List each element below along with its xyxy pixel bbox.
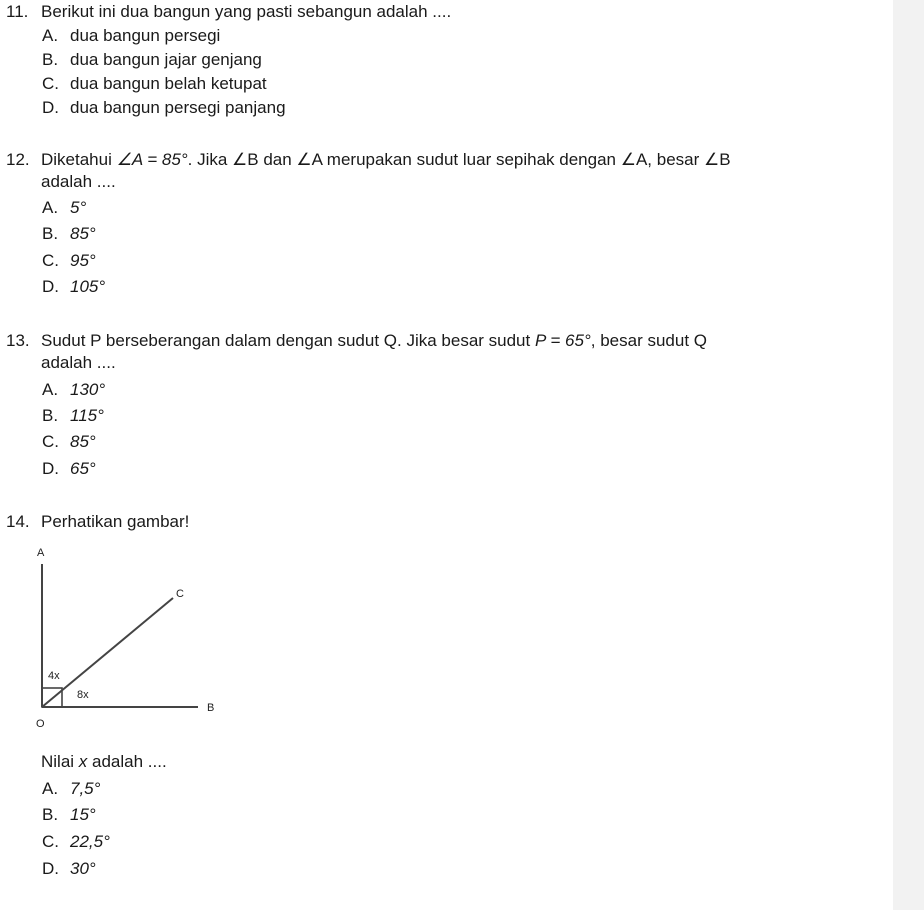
angle-label-4x: 4x [48, 670, 60, 682]
option-text: 130° [70, 380, 106, 399]
option-letter: B. [42, 406, 59, 425]
question-stem: Berikut ini dua bangun yang pasti sebangun adalah .... [41, 2, 452, 21]
option-text: 5° [70, 198, 87, 217]
option-letter: A. [42, 26, 59, 45]
option-letter: C. [42, 251, 59, 270]
option-letter: D. [42, 277, 59, 296]
question-prompt [41, 752, 167, 772]
option-text: 22,5° [70, 832, 110, 851]
option-letter: B. [42, 224, 59, 243]
option-text: 105° [70, 277, 106, 296]
option-text: 65° [70, 459, 96, 478]
option-letter: D. [42, 98, 59, 117]
question-stem-line2: adalah .... [41, 172, 116, 191]
stem-text: Sudut P berseberangan dalam dengan sudut Q. Jika besar sudut [41, 331, 535, 350]
option-letter: D. [42, 859, 59, 878]
option-text: 115° [70, 406, 104, 425]
option-text: 30° [70, 859, 96, 878]
option-letter: C. [42, 74, 59, 93]
angle-label-8x: 8x [77, 689, 89, 701]
option-text: 7,5° [70, 779, 101, 798]
stem-math: P = 65° [534, 331, 591, 350]
prompt-math: x [78, 752, 88, 771]
option-text: dua bangun persegi panjang [70, 98, 286, 117]
stem-text: , besar sudut Q [590, 331, 707, 350]
question-stem [41, 331, 707, 351]
question-number: 12. [6, 150, 30, 169]
option-letter: B. [42, 805, 59, 824]
label-c: C [176, 588, 184, 600]
question-number: 11. [6, 2, 29, 21]
question-number: 13. [6, 331, 30, 350]
label-a: A [37, 547, 45, 559]
prompt-text: Nilai [41, 752, 79, 771]
stem-text: . Jika ∠B dan ∠A merupakan sudut luar sepihak dengan ∠A, besar ∠B [187, 150, 731, 169]
question-stem-line2: adalah .... [41, 353, 116, 372]
option-text: 85° [70, 224, 96, 243]
option-text: 95° [70, 251, 96, 270]
option-letter: A. [42, 198, 59, 217]
stem-math: ∠A = 85° [116, 150, 188, 169]
question-number: 14. [6, 512, 30, 531]
option-text: dua bangun jajar genjang [70, 50, 262, 69]
option-letter: C. [42, 432, 59, 451]
option-letter: A. [42, 380, 59, 399]
option-letter: B. [42, 50, 59, 69]
stem-text: Diketahui [41, 150, 117, 169]
label-b: B [207, 702, 215, 714]
option-text: dua bangun persegi [70, 26, 221, 45]
angle-figure [26, 540, 226, 740]
option-letter: A. [42, 779, 59, 798]
question-stem: Perhatikan gambar! [41, 512, 190, 531]
prompt-text: adalah .... [87, 752, 167, 771]
label-o: O [36, 718, 45, 730]
option-letter: C. [42, 832, 59, 851]
option-letter: D. [42, 459, 59, 478]
option-text: 85° [70, 432, 96, 451]
option-text: 15° [70, 805, 96, 824]
right-gutter [893, 0, 924, 910]
option-text: dua bangun belah ketupat [70, 74, 267, 93]
question-stem [41, 150, 731, 170]
